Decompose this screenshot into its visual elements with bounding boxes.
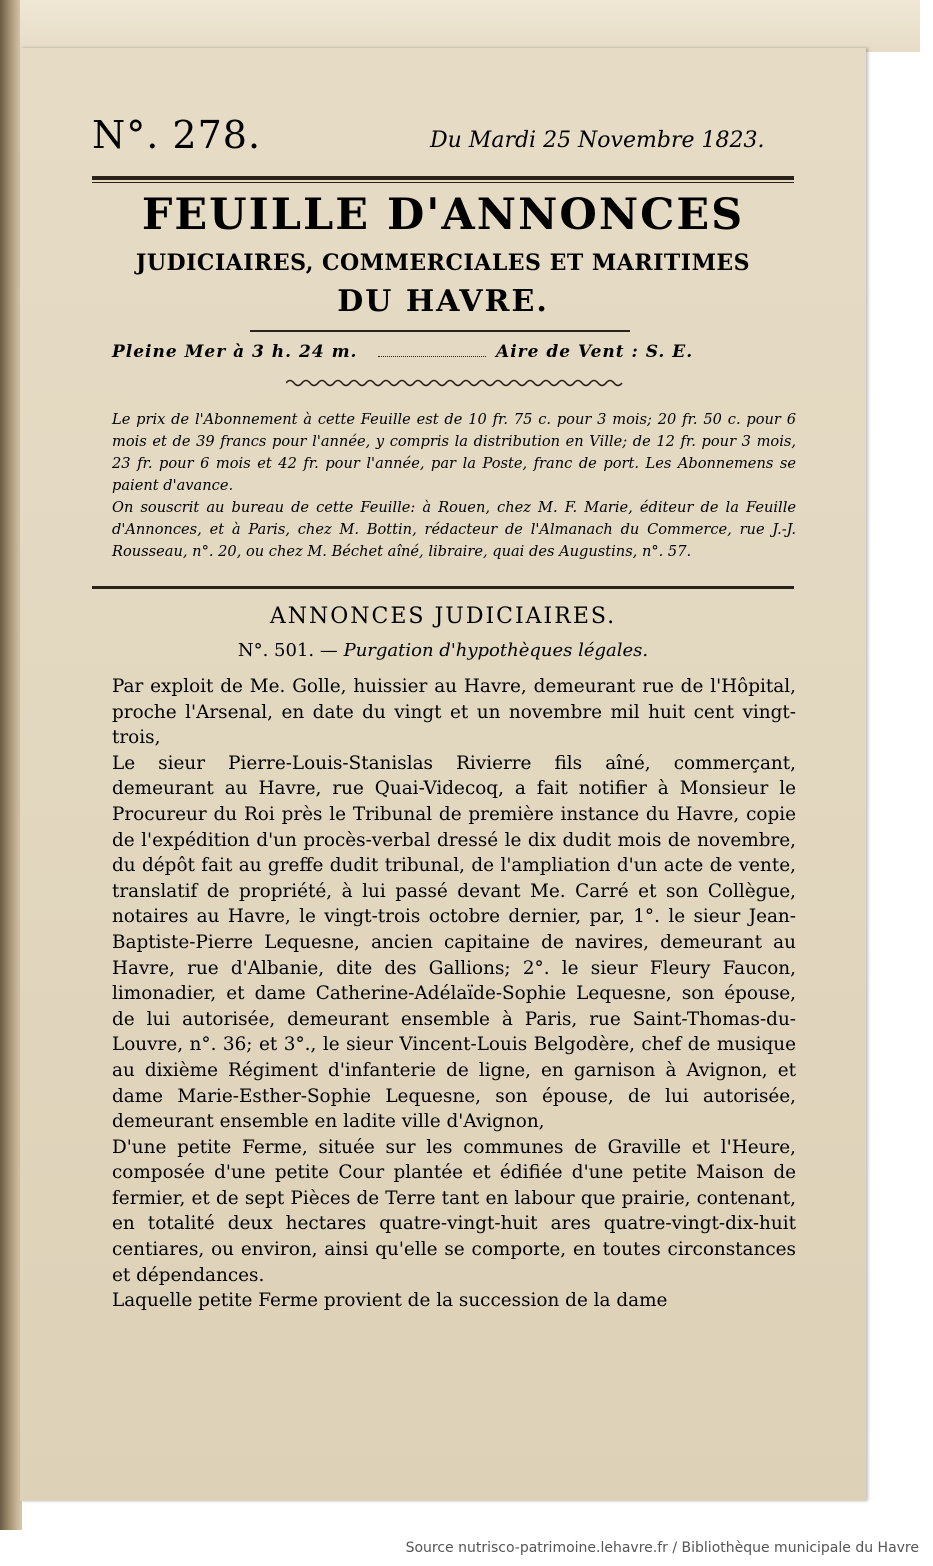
notice-heading bbox=[92, 640, 794, 661]
wavy-ornament-rule bbox=[286, 378, 626, 388]
notice-number: N°. 501. — bbox=[237, 640, 338, 661]
section-heading: ANNONCES JUDICIAIRES. bbox=[269, 604, 617, 629]
notice-body bbox=[112, 674, 796, 1314]
paper-city: DU HAVRE. bbox=[337, 284, 549, 319]
paper-title: FEUILLE D'ANNONCES bbox=[141, 190, 745, 240]
tide-time: Pleine Mer à 3 h. 24 m. bbox=[112, 342, 358, 362]
subscription-prices: Le prix de l'Abonnement à cette Feuille est de 10 fr. 75 c. pour 3 mois; 20 fr. 50 c. pour 6 mois et de 39 francs pour l'année, y compris la distribution en Ville; de 12 fr. pour 3 mois, 23 fr. pour 6 mois et 42 fr. pour l'année, par la Poste, franc de port. Les Abonnemens se paient d'avance. bbox=[112, 411, 796, 494]
page-top-margin bbox=[20, 0, 920, 52]
wind-direction: Aire de Vent : S. E. bbox=[496, 342, 694, 362]
source-credit: Source nutrisco-patrimoine.lehavre.fr / Bibliothèque municipale du Havre bbox=[405, 1540, 919, 1556]
body-paragraph: Laquelle petite Ferme provient de la succession de la dame bbox=[112, 1290, 668, 1312]
header-rule-thin bbox=[92, 182, 794, 183]
paper-subtitle: JUDICIAIRES, COMMERCIALES ET MARITIMES bbox=[135, 250, 751, 276]
issue-date: Du Mardi 25 Novembre 1823. bbox=[430, 128, 765, 153]
body-paragraph: D'une petite Ferme, située sur les communes de Graville et l'Heure, composée d'une petite Cour plantée et édifiée d'une petite Maison de fermier, et de sept Pièces de Terre tant en labour que prairie, contenant, en totalité deux hectares quatre-vingt-huit ares quatre-vingt-dix-huit centiares, ou environ, ainsi qu'elle se comporte, en toutes circonstances et dépendances. bbox=[112, 1136, 796, 1286]
body-paragraph: Par exploit de Me. Golle, huissier au Havre, demeurant rue de l'Hôpital, proche l'Arsenal, en date du vingt et un novembre mil huit cent vingt-trois, bbox=[112, 676, 796, 749]
header-rule-thick bbox=[92, 176, 794, 180]
notice-title: Purgation d'hypothèques légales. bbox=[343, 640, 649, 661]
subscription-notice bbox=[112, 409, 796, 563]
masthead-rule bbox=[250, 330, 630, 332]
subscription-offices: On souscrit au bureau de cette Feuille: à Rouen, chez M. F. Marie, éditeur de la Feuille d'Annonces, et à Paris, chez M. Bottin, rédacteur de l'Almanach du Commerce, rue J.-J. Rousseau, n°. 20, ou chez M. Béchet aîné, libraire, quai des Augustins, n°. 57. bbox=[112, 499, 796, 560]
body-paragraph: Le sieur Pierre-Louis-Stanislas Rivierre fils aîné, commerçant, demeurant au Havre, rue Quai-Videcoq, a fait notifier à Monsieur le Procureur du Roi près le Tribunal de première instance du Havre, copie de l'expédition d'un procès-verbal dressé le dix dudit mois de novembre, du dépôt fait au greffe dudit tribunal, de l'ampliation d'un acte de vente, translatif de propriété, à lui passé devant Me. Carré et son Collègue, notaires au Havre, le vingt-trois octobre dernier, par, 1°. le sieur Jean-Baptiste-Pierre Lequesne, ancien capitaine de navires, demeurant au Havre, rue d'Albanie, dite des Gallions; 2°. le sieur Fleury Faucon, limonadier, et dame Catherine-Adélaïde-Sophie Lequesne, son épouse, de lui autorisée, demeurant ensemble à Paris, rue Saint-Thomas-du-Louvre, n°. 36; et 3°., le sieur Vincent-Louis Belgodère, chef de musique au dixième Régiment d'infanterie de ligne, en garnison à Avignon, et dame Marie-Esther-Sophie Lequesne, son épouse, de lui autorisée, demeurant ensemble en ladite ville d'Avignon, bbox=[112, 752, 796, 1133]
book-binding-edge bbox=[0, 0, 22, 1530]
section-rule bbox=[92, 586, 794, 589]
dotted-leader bbox=[378, 356, 486, 357]
issue-number: N°. 278. bbox=[92, 113, 262, 157]
